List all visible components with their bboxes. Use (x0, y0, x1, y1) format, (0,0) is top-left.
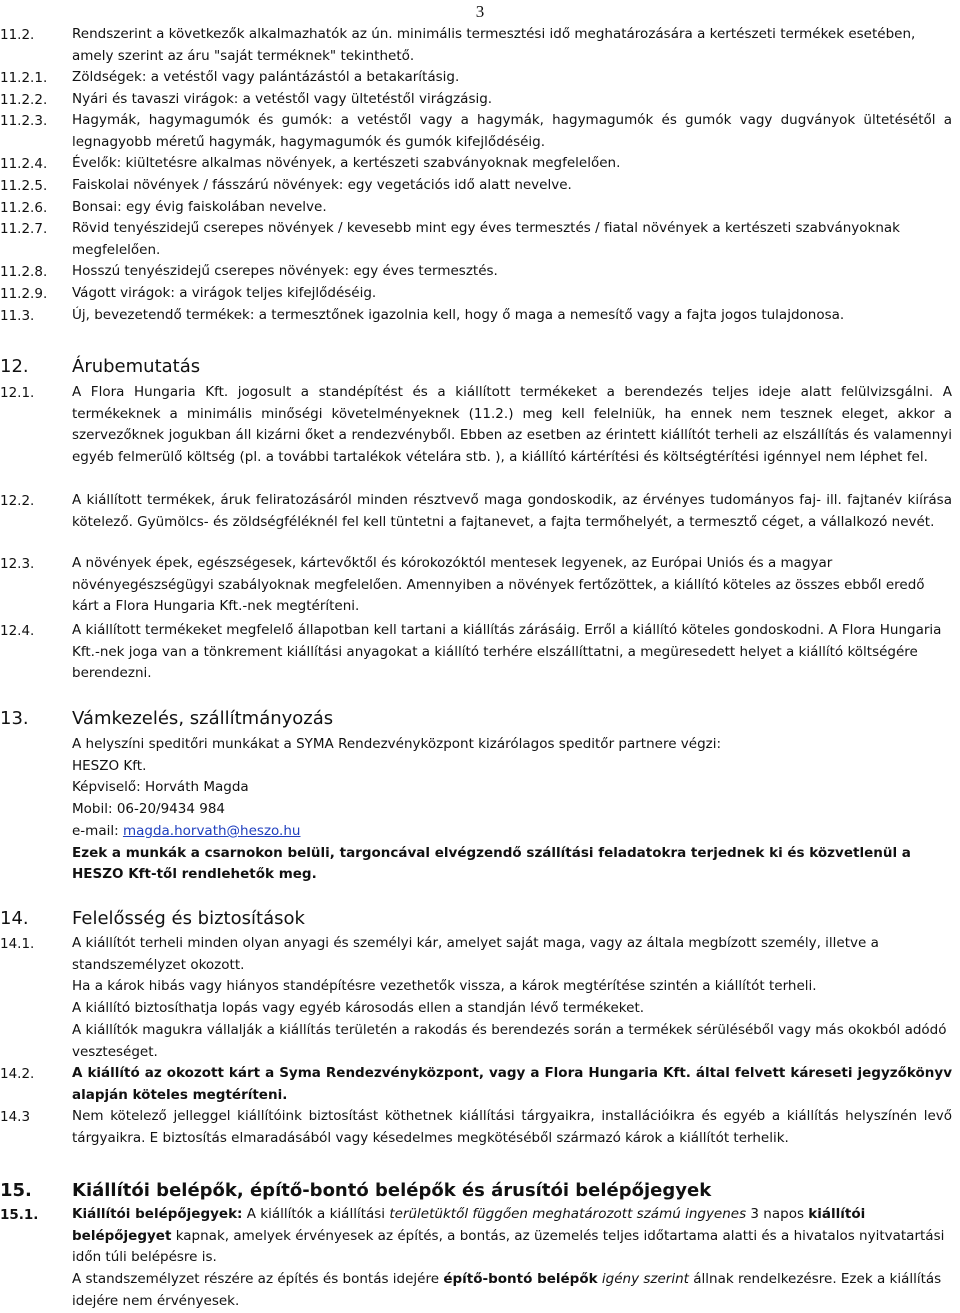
item-number: 11.2.1. (0, 70, 48, 86)
paragraph (72, 1269, 952, 1312)
section-title: Kiállítói belépők, építő-bontó belépők és árusítói belépőjegyek (72, 1180, 712, 1201)
italic-run: igény szerint (601, 1271, 689, 1288)
text-run: A standszemélyzet részére az építés és bontás idejére (72, 1271, 444, 1288)
item-text: A kiállított termékeket megfelelő állapotban kell tartani a kiállítás zárásáig. Erről a kiállító köteles gondoskodni. A Flora Hungaria Kft.-nek joga van a tönkrement kiállítási anyagokat a kiállító terhére elszállíttatni, a megüresedett helyet a kiállító költségére berendezni. (72, 622, 942, 682)
item-text (72, 933, 952, 1063)
section-number: 15. (0, 1180, 32, 1201)
page-number: 3 (475, 2, 485, 21)
item-number: 11.2. (0, 27, 35, 43)
paragraph (72, 1204, 952, 1269)
speditor-block (72, 734, 952, 886)
item-number: 12.1. (0, 385, 35, 401)
item-number: 14.3 (0, 1109, 31, 1125)
paragraph: A kiállítót terheli minden olyan anyagi és személyi kár, amelyet saját maga, vagy az általa megbízott személy, illetve a standszemélyzet okozott. (72, 935, 879, 973)
item-text: A kiállító az okozott kárt a Syma Rendezvényközpont, vagy a Flora Hungaria Kft. által felvett kárеseti jegyzőkönyv alapján köteles megtéríteni. (72, 1065, 952, 1103)
item-text: Új, bevezetendő termékek: a termesztőnek igazolnia kell, hogy ő maga a nemesítő vagy a fajta jogos tulajdonosa. (72, 307, 845, 323)
section-number: 14. (0, 908, 29, 929)
item-number: 15.1. (0, 1207, 39, 1223)
item-number: 11.2.8. (0, 264, 48, 280)
item-number: 14.2. (0, 1066, 35, 1082)
text-run: A kiállítók a kiállítási (242, 1206, 390, 1222)
item-text: Bonsai: egy évig faiskolában nevelve. (72, 199, 327, 215)
speditor-note: Ezek a munkák a csarnokon belüli, targoncával elvégzendő szállítási feladatokra terjednek ki és közvetlenül a HESZO Kft-től rendlehetők meg. (72, 844, 911, 883)
speditor-intro: A helyszíni speditőri munkákat a SYMA Rendezvényközpont kizárólagos speditőr partnere végzi: (72, 736, 722, 752)
text-run: állnak rendelkezésre. Ezek a kiállítás idejére nem érvényesek. (72, 1271, 942, 1309)
text-run: 3 napos (746, 1206, 809, 1222)
speditor-company: HESZO Kft. (72, 757, 147, 774)
item-number: 12.3. (0, 556, 35, 572)
section-number: 12. (0, 356, 29, 377)
item-text: Rövid tenyészidejű cserepes növények / kevesebb mint egy éves termesztés / fiatal növények a kertészeti szabványoknak megfelelően. (72, 220, 901, 258)
speditor-email-line (72, 821, 952, 843)
item-text: A növények épek, egészségesek, kártevőktől és kórokozóktól mentesek legyenek, az Európai Uniós és a magyar növényegészségügyi szabályoknak megfelelően. Amennyiben a növények fertőzöttek, a kiállító köteles az összes ebből eredő kárt a Flora Hungaria Kft.-nek megtéríteni. (72, 555, 925, 615)
bold-run: Kiállítói belépőjegyek: (72, 1206, 243, 1222)
item-text: Hagymák, hagymagumók és gumók: a vetéstől vagy a hagymák, hagymagumók és gumók vagy dugványok ültetésétől a legnagyobb méretű hagymák, hagymagumók és gumók kifejlődéséig. (72, 112, 952, 150)
item-number: 11.2.3. (0, 113, 48, 129)
item-text (72, 1204, 952, 1313)
item-text: Évelők: kiültetésre alkalmas növények, a kertészeti szabványoknak megfelelően. (72, 155, 621, 171)
text-run: kapnak, amelyek érvényesek az építés, a bontás, az üzemelés teljes időtartama alatti és a hivatalos nyitvatartási időn túli belépésre is. (72, 1227, 945, 1266)
speditor-representative: Képviselő: Horváth Magda (72, 779, 249, 796)
item-text: Faiskolai növények / fásszárú növények: egy vegetációs idő alatt nevelve. (72, 177, 572, 193)
item-number: 11.3. (0, 308, 35, 324)
bold-run: építő-bontó belépők (443, 1271, 598, 1288)
item-text: Hosszú tenyészidejű cserepes növények: egy éves termesztés. (72, 263, 498, 279)
item-number: 11.2.9. (0, 286, 48, 302)
item-number: 11.2.4. (0, 156, 48, 172)
bold-run: kiállítói belépőjegyet (72, 1206, 866, 1244)
section-title: Felelősség és biztosítások (72, 908, 305, 929)
item-text: A kiállított termékek, áruk feliratozásáról minden résztvevő maga gondoskodik, az érvényes tudományos faj- ill. fajtanév kiírása kötelező. Gyümölcs- és zöldségféléknél fel kell tüntetni a fajtanevet, a fajta termőhelyét, a termesztő céget, a vállalkozó nevét. (72, 492, 952, 530)
item-number: 14.1. (0, 936, 35, 952)
item-text: Vágott virágok: a virágok teljes kifejlődéséig. (72, 285, 377, 301)
item-number: 11.2.5. (0, 178, 48, 194)
section-title: Árubemutatás (72, 356, 201, 377)
email-link[interactable]: magda.horvath@heszo.hu (122, 822, 301, 839)
email-label: e-mail: (72, 822, 123, 839)
paragraph: Ha a károk hibás vagy hiányos standépítésre vezethetők vissza, a károk megtérítése szintén a kiállítót terheli. (72, 978, 817, 995)
item-text: A Flora Hungaria Kft. jogosult a standépítést és a kiállított termékeket a berendezés teljes ideje alatt felülvizsgálni. A termékeknek a minimális minőségi követelményeknek (11.2.) meg kell felelniük, ha ennek nem tesznek eleget, akkor a szervezőknek jogukban áll kizárni őket a rendezvényből. Ebben az esetben az érintett kiállítót terheli az elszállítás és valamennyi egyéb felmerülő költség (pl. a további tartalékok vételára stb. ), a kiállító kártérítési és költségtérítési igénnyel nem léphet fel. (72, 384, 952, 466)
item-number: 12.2. (0, 493, 35, 509)
item-number: 11.2.2. (0, 92, 48, 108)
paragraph: A kiállító biztosíthatja lopás vagy egyéb károsodás ellen a standján lévő termékeket. (72, 1000, 645, 1017)
item-text: Nem kötelező jelleggel kiállítóink biztosítást köthetnek kiállítási tárgyaikra, installációikra és egyéb a kiállítás helyszínén levő tárgyaikra. E biztosítás elmaradásából vagy késedelmes megkötéséből származó károk a kiállítót terhelik. (72, 1108, 952, 1146)
item-number: 11.2.7. (0, 221, 48, 237)
section-number: 13. (0, 708, 29, 729)
item-number: 12.4. (0, 623, 35, 639)
paragraph: A kiállítók magukra vállalják a kiállítás területén a rakodás és berendezés során a termékek sérüléséből vagy más okokból adódó veszteséget. (72, 1021, 947, 1060)
item-number: 11.2.6. (0, 200, 48, 216)
item-text: Rendszerint a következők alkalmazhatók az ún. minimális termesztési idő meghatározására a kertészeti termékek esetében, amely szerint az áru "saját terméknek" tekinthető. (72, 26, 916, 64)
item-text: Zöldségek: a vetéstől vagy palántázástól a betakarításig. (72, 69, 460, 85)
speditor-mobile: Mobil: 06-20/9434 984 (72, 801, 226, 818)
item-text: Nyári és tavaszi virágok: a vetéstől vagy ültetéstől virágzásig. (72, 91, 493, 107)
section-title: Vámkezelés, szállítmányozás (72, 708, 334, 729)
italic-run: területüktől függően meghatározott számú ingyenes (389, 1206, 747, 1222)
